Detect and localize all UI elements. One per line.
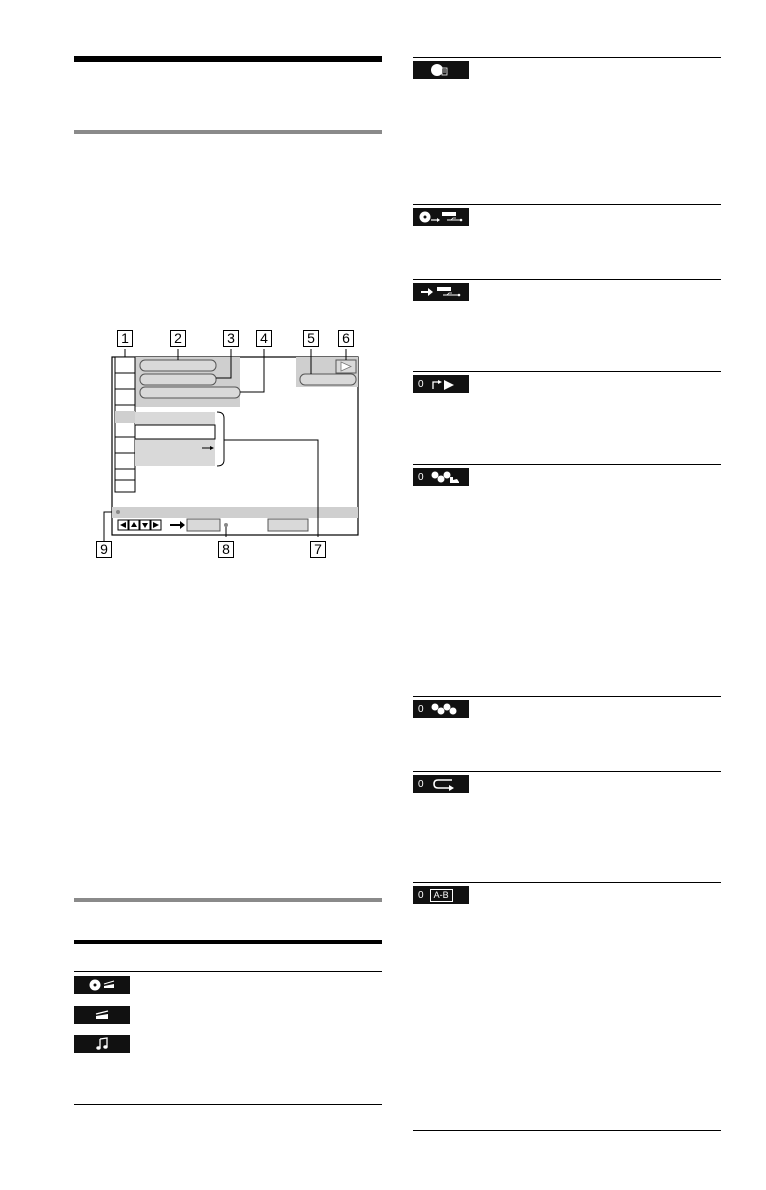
callout-7: 7	[310, 541, 326, 558]
callout-6: 6	[338, 330, 354, 347]
callout-9: 9	[96, 541, 112, 558]
section-heading-bar	[74, 56, 382, 62]
right-rule-2	[413, 204, 721, 205]
callout-1: 1	[117, 330, 133, 347]
callout-8: 8	[218, 541, 234, 558]
right-rule-6	[413, 696, 721, 697]
right-end-rule	[413, 1130, 721, 1131]
right-rule-8	[413, 882, 721, 883]
subsection-rule-bottom	[74, 898, 382, 902]
right-rule-3	[413, 279, 721, 280]
callout-4: 4	[256, 330, 272, 347]
right-rule-1	[413, 57, 721, 58]
ab-repeat-icon	[413, 886, 469, 904]
numbered-touch-icon	[413, 468, 469, 486]
osd-diagram	[90, 320, 380, 560]
callout-2: 2	[170, 330, 186, 347]
row-5-digit: 0	[418, 471, 424, 483]
playback-tray-icon	[413, 375, 469, 393]
row-6-digit: 0	[418, 703, 424, 715]
music-note-icon	[74, 1035, 130, 1053]
video-disc-icon	[74, 976, 130, 994]
callout-3: 3	[223, 330, 239, 347]
row-4-digit: 0	[418, 378, 424, 390]
row-8-digit: 0	[418, 889, 424, 901]
osd-diagram-svg	[90, 320, 380, 560]
table-end-rule	[74, 1104, 382, 1105]
disc-usb-transfer-icon	[413, 208, 469, 226]
numbered-discs-icon	[413, 700, 469, 718]
osd-left-cells	[115, 357, 135, 492]
clapper-icon	[74, 1006, 130, 1024]
callout-5: 5	[303, 330, 319, 347]
right-rule-5	[413, 464, 721, 465]
ab-repeat-label: A-B	[430, 889, 453, 902]
repeat-icon	[413, 775, 469, 793]
row-7-digit: 0	[418, 778, 424, 790]
arrow-usb-icon	[413, 283, 469, 301]
right-rule-7	[413, 771, 721, 772]
disc-menu-icon	[413, 61, 469, 79]
right-rule-4	[413, 371, 721, 372]
table-row-rule	[74, 971, 382, 972]
table-header-bar	[74, 940, 382, 944]
subsection-rule-top	[74, 130, 382, 134]
